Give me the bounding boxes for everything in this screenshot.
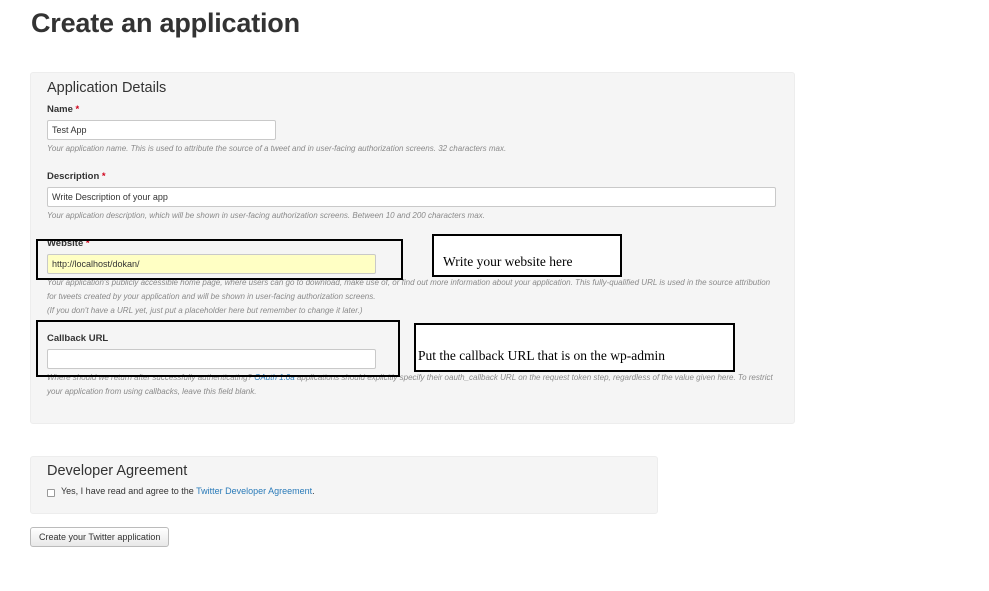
description-input[interactable] bbox=[47, 187, 776, 207]
callback-url-help-line-2: your application from using callbacks, leave this field blank. bbox=[47, 387, 257, 396]
website-highlight-box bbox=[36, 239, 403, 280]
website-label-text: Website bbox=[47, 238, 84, 249]
name-label-text: Name bbox=[47, 104, 73, 115]
name-required-mark: * bbox=[75, 104, 80, 115]
callback-annotation-note: Put the callback URL that is on the wp-admin bbox=[414, 323, 735, 372]
developer-agreement-link[interactable]: Twitter Developer Agreement bbox=[196, 486, 313, 496]
name-help: Your application name. This is used to attribute the source of a tweet and in user-facing authorization screens. 32 characters max. bbox=[47, 144, 507, 153]
description-help: Your application description, which will be shown in user-facing authorization screens. Between 10 and 200 characters max. bbox=[47, 211, 485, 220]
agreement-text-prefix: Yes, I have read and agree to the bbox=[61, 486, 197, 496]
agreement-text-suffix: . bbox=[312, 486, 315, 496]
page-title: Create an application bbox=[31, 8, 300, 38]
name-input[interactable] bbox=[47, 120, 276, 140]
developer-agreement-title: Developer Agreement bbox=[47, 463, 188, 479]
description-label-text: Description bbox=[47, 171, 100, 182]
callback-help-prefix: Where should we return after successfully authenticating? bbox=[47, 373, 255, 382]
agreement-text bbox=[61, 486, 315, 496]
callback-url-label-text: Callback URL bbox=[47, 333, 109, 344]
application-details-title: Application Details bbox=[47, 80, 167, 96]
oauth-link[interactable]: OAuth 1.0a bbox=[254, 373, 295, 382]
website-help-line-3: (If you don't have a URL yet, just put a placeholder here but remember to change it later.) bbox=[47, 306, 363, 315]
website-annotation-note: Write your website here bbox=[432, 234, 622, 277]
developer-agreement-panel bbox=[30, 456, 658, 514]
website-required-mark: * bbox=[85, 238, 90, 249]
website-help-line-1: Your application's publicly accessible home page, where users can go to download, make use of, or find out more information about your application. This fully-qualified URL is used in the source attribution bbox=[47, 278, 771, 287]
create-application-button[interactable]: Create your Twitter application bbox=[30, 527, 169, 547]
description-required-mark: * bbox=[101, 171, 106, 182]
callback-highlight-box bbox=[36, 320, 400, 377]
description-label bbox=[47, 171, 106, 182]
name-label bbox=[47, 104, 79, 115]
website-help-line-2: for tweets created by your application and will be shown in user-facing authorization screens. bbox=[47, 292, 376, 301]
callback-help-suffix: applications should explicitly specify their oauth_callback URL on the request token step, regardless of the value given here. To restrict bbox=[294, 373, 773, 382]
agreement-checkbox[interactable] bbox=[47, 489, 55, 497]
